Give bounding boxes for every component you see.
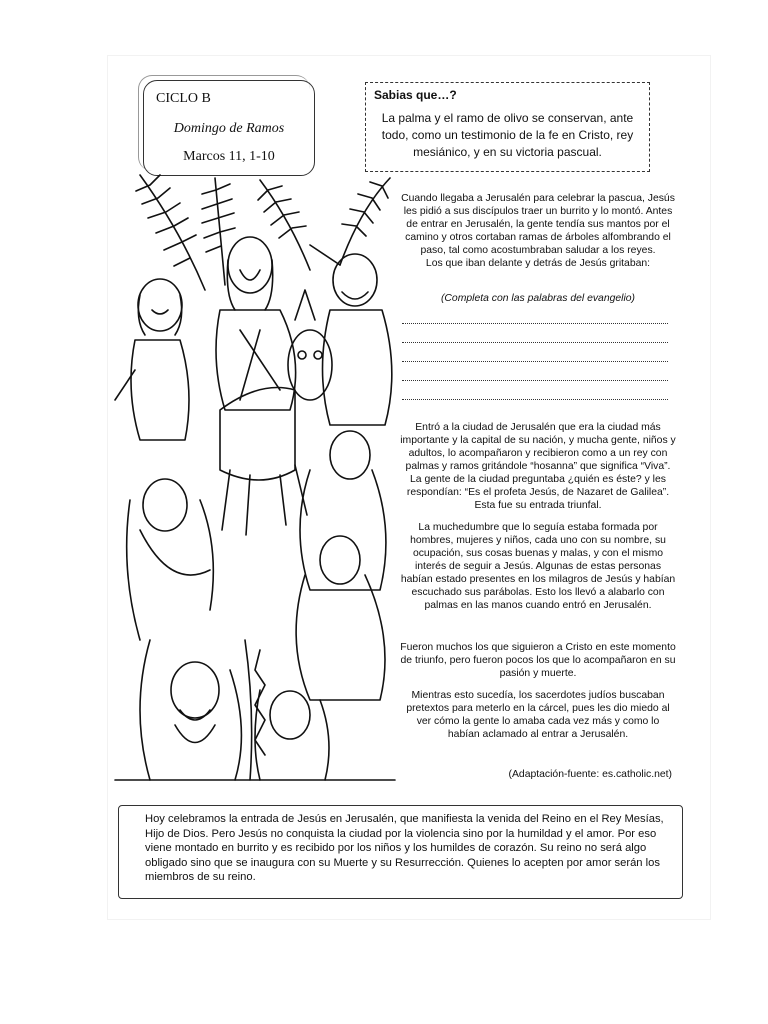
story-paragraph-1-text: Cuando llegaba a Jerusalén para celebrar la pascua, Jesús les pidió a sus discípulos traer un burrito y lo montó. Antes de entrar en Jerusalén, la gente tendía sus mantos por el camino y otros cortaban ramas de árboles alfombrando el paso, tal como acostumbraban saludar a los reyes. bbox=[401, 193, 675, 256]
story-paragraph-4-text: Fueron muchos los que siguieron a Cristo en este momento de triunfo, pero fueron pocos los que lo acompañaron en su pasión y muerte. bbox=[400, 642, 676, 679]
cycle-info-box bbox=[143, 80, 315, 176]
complete-instruction: (Completa con las palabras del evangelio) bbox=[440, 293, 636, 304]
story-paragraph-3 bbox=[400, 521, 676, 612]
story-paragraph-1-prompt: Los que iban delante y detrás de Jesús gritaban: bbox=[425, 258, 651, 269]
answer-line-1[interactable] bbox=[402, 323, 668, 324]
story-paragraph-5-text: Mientras esto sucedía, los sacerdotes judíos buscaban pretextos para meterlo en la cárcel, pues les dio miedo al ver cómo la gente lo amaba cada vez más y como lo habían aclamado al entrar a Jerusalén. bbox=[406, 690, 670, 740]
reflection-text: Hoy celebramos la entrada de Jesús en Jerusalén, que manifiesta la venida del Reino en el Rey Mesías, Hijo de Dios. Pero Jesús no conquista la ciudad por la violencia sino por la humildad y el amor. Por eso viene montado en burrito y es recibido por los niños y los humildes de corazón. Su reino no será algo obligado sino que se inaugura con su Muerte y su Resurrección. Quienes lo acepten por amor serán los miembros de su reino. bbox=[145, 813, 664, 884]
source-credit: (Adaptación-fuente: es.catholic.net) bbox=[508, 769, 672, 780]
child-figure-left bbox=[115, 279, 189, 440]
answer-line-5[interactable] bbox=[402, 399, 668, 400]
jesus-figure bbox=[216, 237, 296, 410]
story-paragraph-5 bbox=[400, 689, 676, 741]
donkey-figure bbox=[220, 290, 332, 535]
answer-line-3[interactable] bbox=[402, 361, 668, 362]
feast-name: Domingo de Ramos bbox=[173, 121, 285, 136]
reflection-box bbox=[118, 805, 683, 899]
crowd-figures bbox=[115, 431, 395, 780]
cycle-label: CICLO B bbox=[156, 91, 211, 106]
story-paragraph-3-text: La muchedumbre que lo seguía estaba formada por hombres, mujeres y niños, cada uno con su nombre, su ocupación, sus cosas buenas y malas, y con el mismo interés de seguir a Jesús. Algunas de estas personas habían estado presentes en los milagros de Jesús y habían escuchado sus parábolas. Esto los llevó a alabarlo con palmas en las manos cuando entró en Jerusalén. bbox=[400, 522, 676, 611]
palm-frond-right bbox=[258, 178, 390, 270]
palm-frond-left bbox=[136, 175, 205, 290]
palm-sunday-illustration bbox=[110, 170, 400, 785]
story-paragraph-2 bbox=[400, 421, 676, 512]
did-you-know-box bbox=[365, 82, 650, 172]
palm-frond-center bbox=[202, 178, 235, 285]
story-paragraph-1 bbox=[400, 192, 676, 270]
did-you-know-title: Sabias que…? bbox=[374, 88, 457, 102]
answer-line-4[interactable] bbox=[402, 380, 668, 381]
story-paragraph-4 bbox=[400, 641, 676, 680]
story-paragraph-2-text: Entró a la ciudad de Jerusalén que era la ciudad más importante y la capital de su nación, y mucha gente, niños y adultos, lo acompañaron y recibieron como a un rey con palmas y ramos gritándole “hosanna” que significa “Viva”. La gente de la ciudad preguntaba ¿quién es éste? y les respondían: “Es el profeta Jesús, de Nazaret de Galilea”. Esta fue su entrada triunfal. bbox=[400, 422, 676, 511]
gospel-reference: Marcos 11, 1-10 bbox=[183, 149, 275, 164]
answer-line-2[interactable] bbox=[402, 342, 668, 343]
did-you-know-text: La palma y el ramo de olivo se conservan, ante todo, como un testimonio de la fe en Cristo, rey mesiánico, y en su victoria pascual. bbox=[381, 111, 634, 159]
